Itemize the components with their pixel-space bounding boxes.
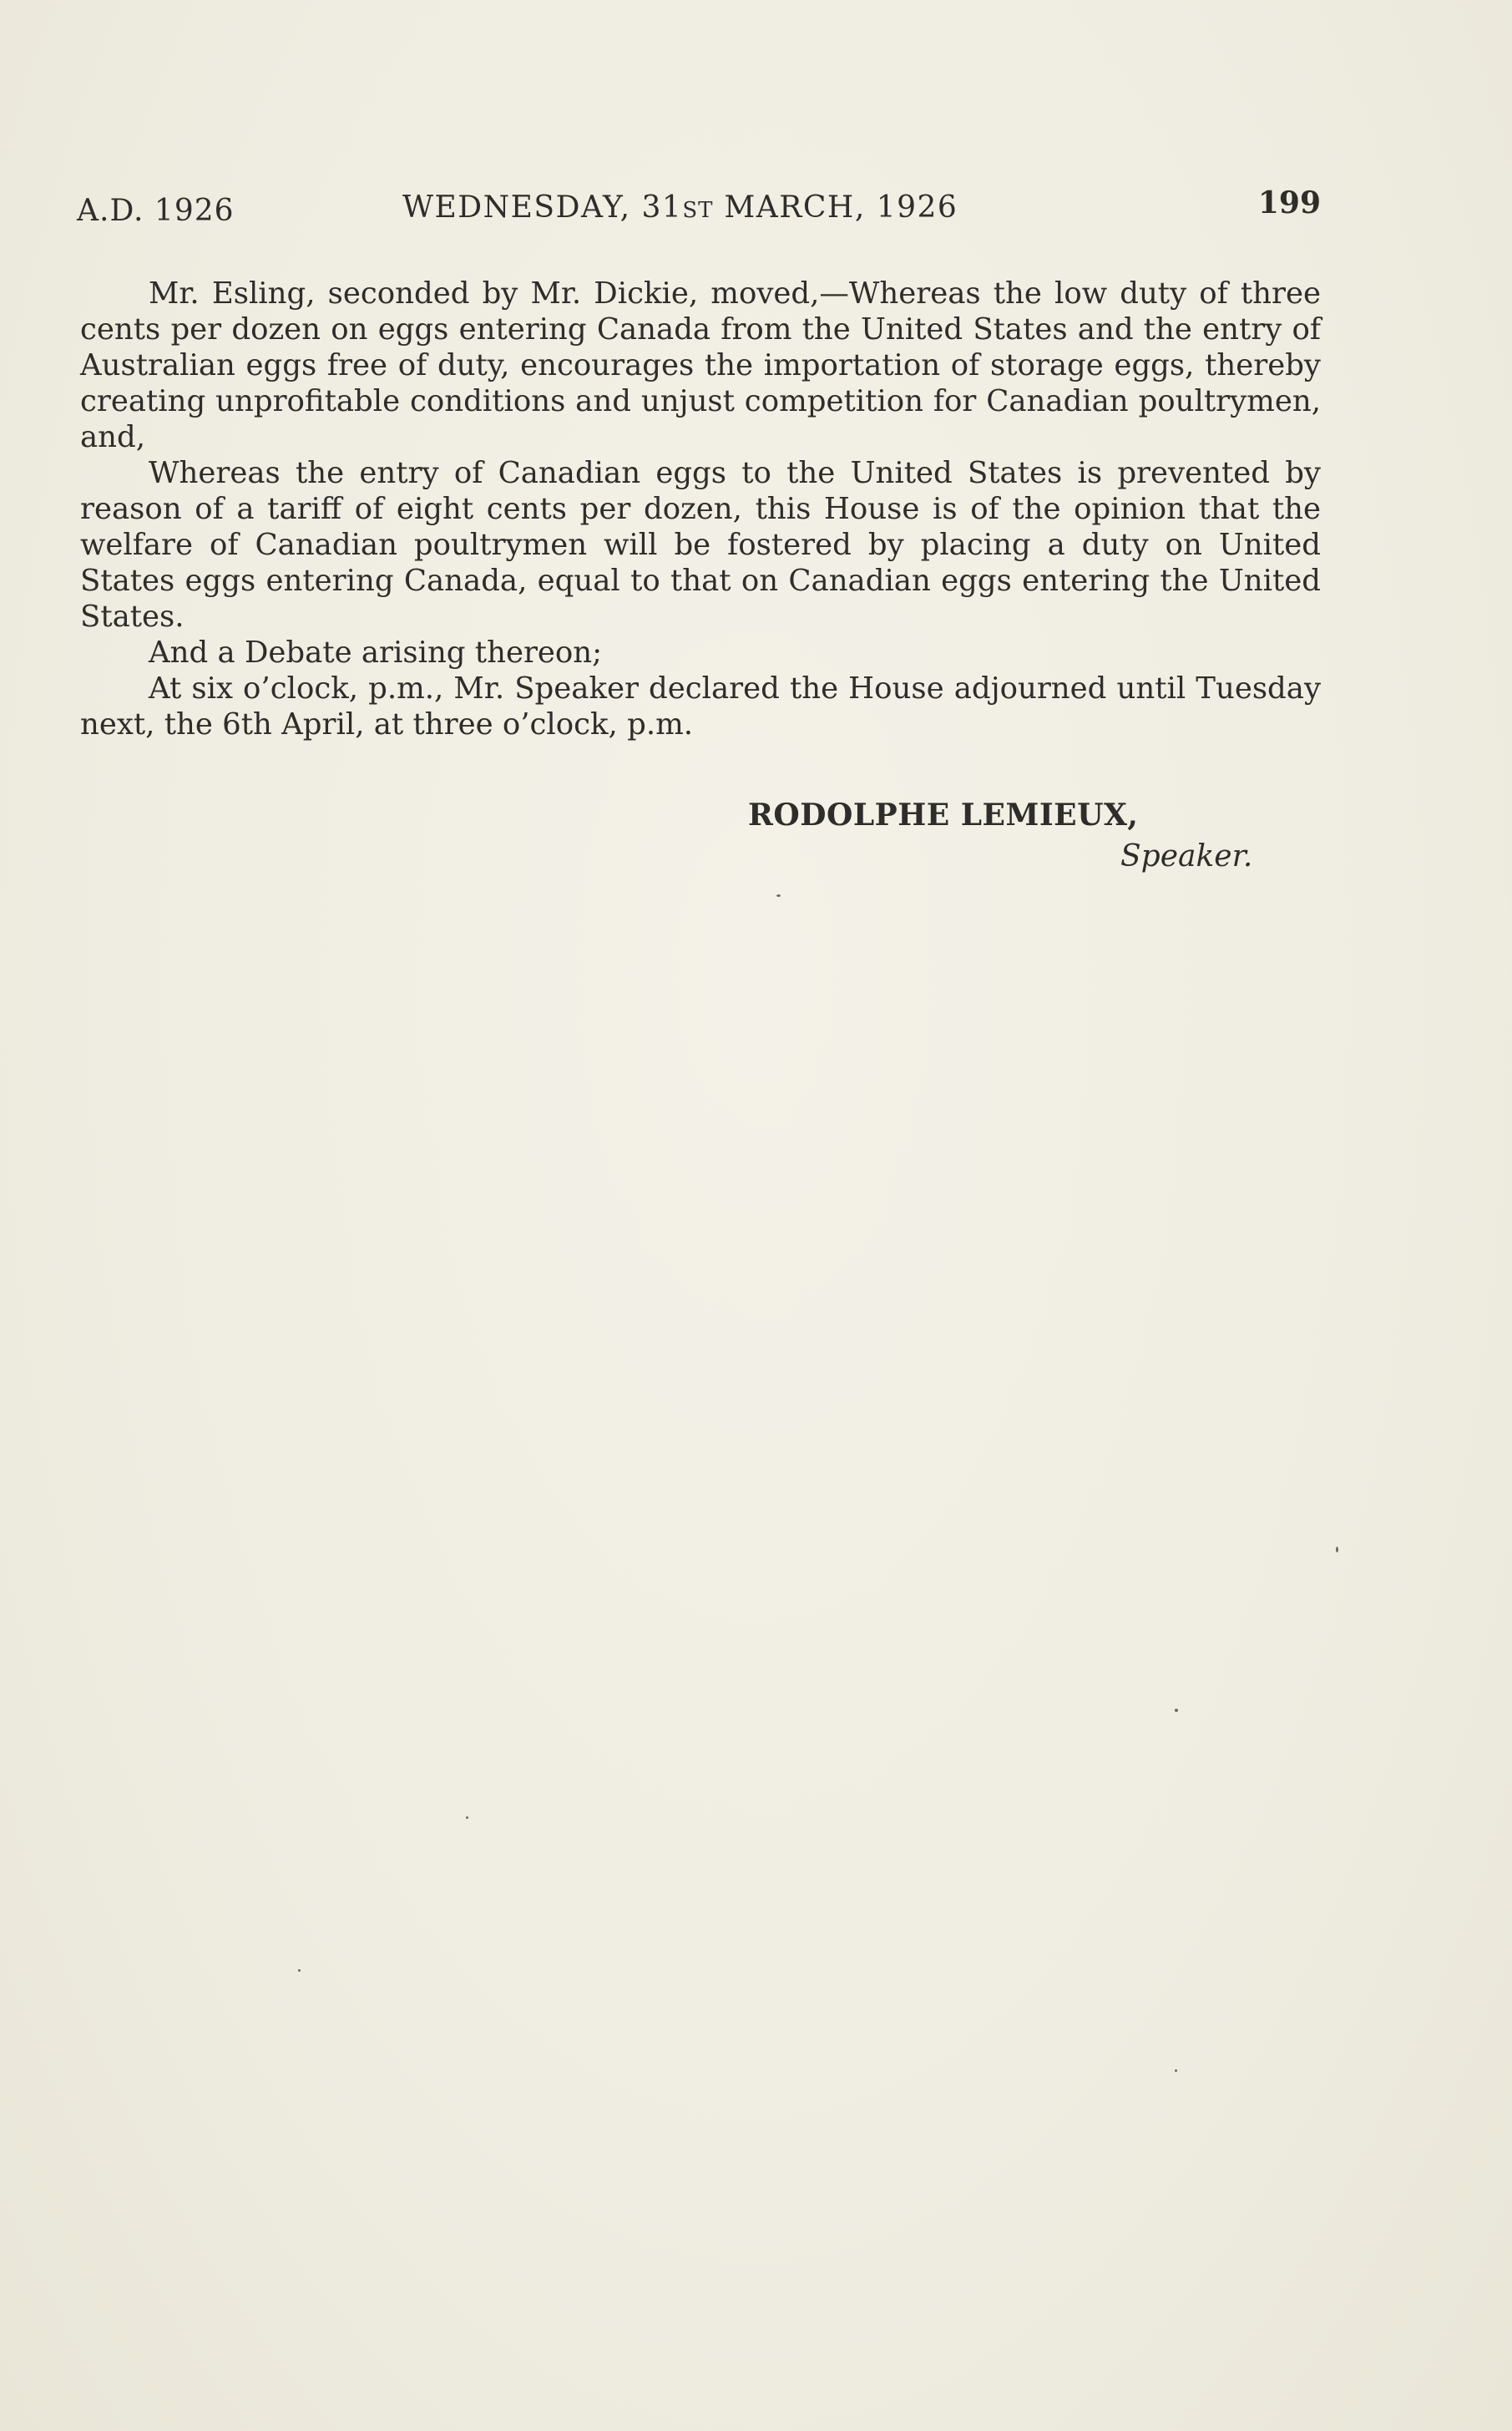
adjournment-paragraph: At six o’clock, p.m., Mr. Speaker declared the House adjourned until Tuesday next, the 6th April, at three o’clock, p.m. — [80, 671, 1321, 742]
speaker-title: Speaker. — [1120, 839, 1253, 874]
paper-speck — [298, 1969, 301, 1972]
paper-speck — [1175, 1709, 1178, 1712]
paper-speck — [466, 1816, 468, 1819]
header-year: A.D. 1926 — [77, 194, 235, 228]
journal-entry — [80, 276, 1321, 742]
speaker-name: RODOLPHE LEMIEUX, — [748, 798, 1139, 833]
page-header — [77, 185, 1321, 232]
paper-speck — [1175, 2069, 1177, 2072]
whereas-paragraph: Whereas the entry of Canadian eggs to the United States is prevented by reason of a tariff of eight cents per dozen, this House is of the opinion that the welfare of Canadian poultrymen will be fostered by placing a duty on United States eggs entering Canada, equal to that on Canadian eggs entering the United States. — [80, 456, 1321, 634]
paper-speck — [1336, 1547, 1338, 1552]
header-date — [402, 190, 958, 225]
header-ordinal: ST — [682, 198, 714, 223]
debate-paragraph: And a Debate arising thereon; — [149, 636, 603, 670]
header-month-year: MARCH, 1926 — [713, 190, 958, 225]
motion-paragraph: Mr. Esling, seconded by Mr. Dickie, moved,—Whereas the low duty of three cents per dozen on eggs entering Canada from the United States and the entry of Australian eggs free of duty, encourages the importation of storage eggs, thereby creating unprofitable conditions and unjust competition for Canadian poultrymen, and, — [80, 276, 1321, 454]
paper-speck — [776, 894, 781, 897]
page-number: 199 — [1257, 185, 1321, 220]
signature-block — [748, 798, 1266, 874]
header-day: WEDNESDAY, 31 — [402, 190, 683, 225]
